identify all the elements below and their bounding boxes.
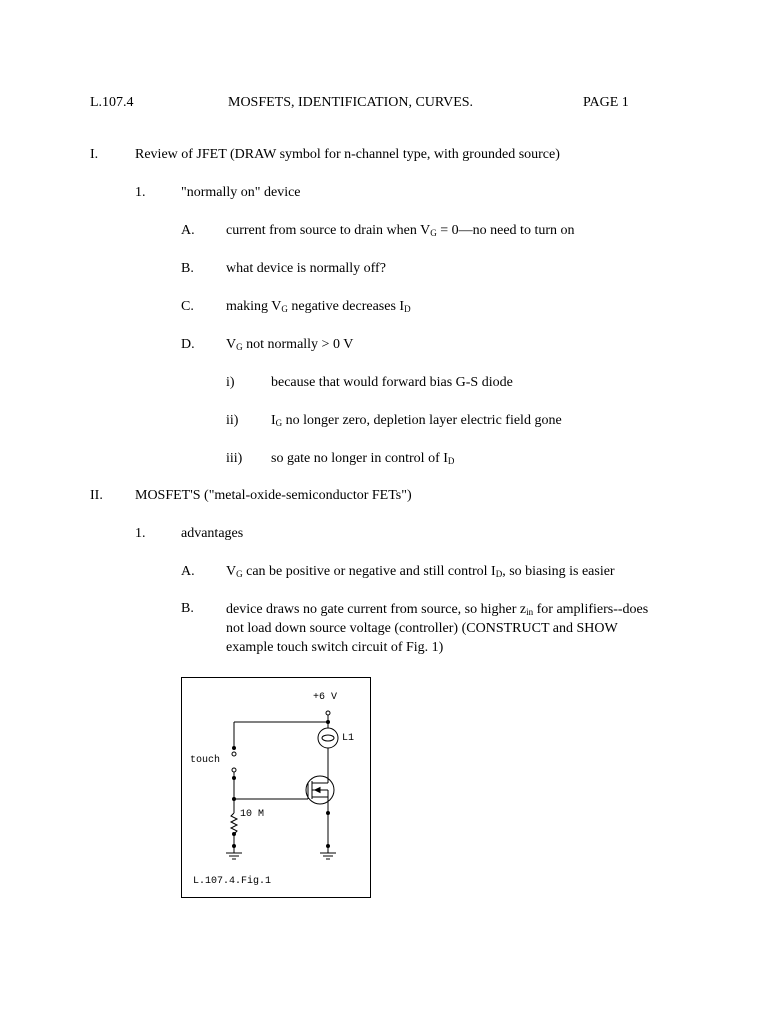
outline-num: A. [181, 223, 195, 238]
lamp-label: L1 [342, 733, 355, 744]
outline-text: device draws no gate current from source, so higher $z_{in}$ for amplifiers--does not load down source voltage (controller) (CONSTRUCT and SHOW example touch switch circuit of Fig. 1) [226, 602, 649, 655]
ground-icon [320, 853, 336, 859]
touch-contact-icon [232, 768, 236, 772]
outline-num: ii) [226, 413, 239, 428]
doc-title: MOSFETS, IDENTIFICATION, CURVES. [228, 95, 474, 110]
outline-num: 1. [135, 526, 146, 541]
outline-num: D. [181, 337, 195, 352]
outline-text: so gate no longer in control of $I_D$ [271, 451, 455, 466]
outline-text: $V_G$ not normally > 0 V [226, 337, 354, 352]
outline-num: 1. [135, 185, 146, 200]
outline-num: B. [181, 601, 194, 616]
outline-text: $I_G$ no longer zero, depletion layer electric field gone [271, 413, 562, 428]
supply-terminal [326, 711, 330, 715]
doc-code: L.107.4 [90, 95, 134, 110]
resistor-label: 10 M [240, 809, 265, 820]
outline-num: B. [181, 261, 194, 276]
touch-switch-figure [181, 677, 371, 898]
outline-num: i) [226, 375, 235, 390]
outline-text: MOSFET'S ("metal-oxide-semiconductor FETs") [135, 488, 412, 503]
ground-icon [226, 853, 242, 859]
page-number: PAGE 1 [583, 95, 629, 110]
outline-text: because that would forward bias G-S diode [271, 375, 513, 390]
touch-label: touch [190, 755, 221, 766]
outline-text: what device is normally off? [226, 261, 386, 276]
outline-text: making $V_G$ negative decreases $I_D$ [226, 299, 411, 314]
outline-num: II. [90, 488, 103, 503]
circuit-diagram [182, 678, 372, 899]
figure-caption: L.107.4.Fig.1 [193, 876, 272, 887]
supply-label: +6 V [313, 692, 338, 703]
lamp-icon [318, 728, 338, 748]
outline-text: $V_G$ can be positive or negative and still control $I_D$, so biasing is easier [226, 564, 615, 579]
outline-text: "normally on" device [181, 185, 301, 200]
outline-text: current from source to drain when $V_G$ = 0—no need to turn on [226, 223, 575, 238]
outline-num: I. [90, 147, 99, 162]
outline-text: Review of JFET (DRAW symbol for n-channel type, with grounded source) [135, 147, 560, 162]
outline-text: advantages [181, 526, 244, 541]
outline-num: C. [181, 299, 194, 314]
resistor-icon [231, 813, 237, 834]
outline-num: iii) [226, 451, 243, 466]
touch-contact-icon [232, 752, 236, 756]
outline-num: A. [181, 564, 195, 579]
